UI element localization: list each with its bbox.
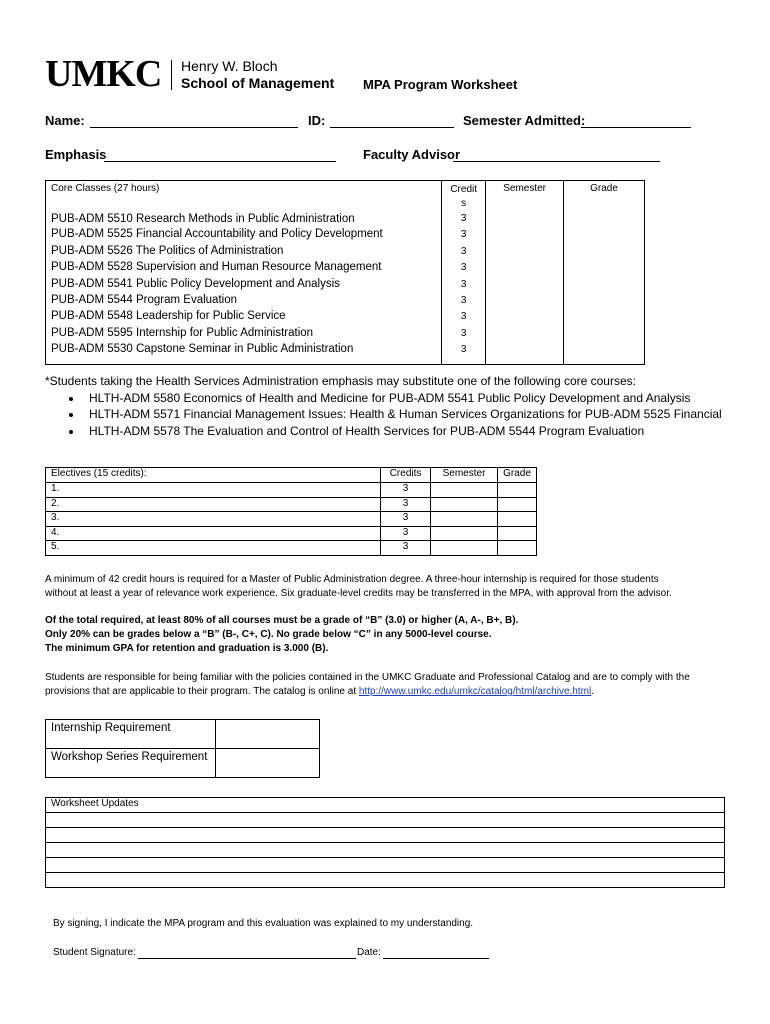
para1-line-2: without at least a year of relevance work experience. Six graduate-level credits may be transferred in the MPA, with approval from the advisor.	[45, 588, 672, 599]
core-course-row	[46, 260, 645, 276]
core-course-grade-cell[interactable]	[564, 244, 645, 260]
elective-semester-cell[interactable]	[431, 483, 498, 498]
logo-line-1: Henry W. Bloch	[181, 58, 278, 74]
catalog-link[interactable]: http://www.umkc.edu/umkc/catalog/html/archive.html	[358, 686, 592, 697]
worksheet-updates-header: Worksheet Updates	[46, 798, 725, 813]
workshop-requirement-cell[interactable]	[215, 749, 320, 778]
core-course-name: PUB-ADM 5526 The Politics of Administration	[46, 244, 442, 260]
para1-line-1: A minimum of 42 credit hours is required for a Master of Public Administration degree. A three-hour internship is required for those students	[45, 574, 659, 585]
elective-grade-cell[interactable]	[497, 541, 536, 556]
core-grade-header: Grade	[564, 181, 645, 212]
core-course-row	[46, 277, 645, 293]
signing-statement: By signing, I indicate the MPA program and this evaluation was explained to my understanding.	[53, 918, 474, 929]
core-course-credits: 3	[442, 293, 486, 309]
elective-credits: 3	[381, 497, 431, 512]
elective-row	[46, 526, 537, 541]
core-course-semester-cell[interactable]	[486, 293, 564, 309]
core-course-grade-cell[interactable]	[564, 277, 645, 293]
core-course-credits: 3	[442, 211, 486, 227]
update-row[interactable]	[46, 858, 725, 873]
core-course-name: PUB-ADM 5595 Internship for Public Administration	[46, 326, 442, 342]
elective-number: 3.	[46, 512, 381, 527]
core-course-grade-cell[interactable]	[564, 326, 645, 342]
grade-rule-1: Of the total required, at least 80% of all courses must be a grade of “B” (3.0) or higher (A, A-, B+, B).	[45, 615, 519, 626]
core-course-name: PUB-ADM 5548 Leadership for Public Service	[46, 309, 442, 325]
core-course-row	[46, 227, 645, 243]
elective-grade-cell[interactable]	[497, 483, 536, 498]
core-credits-header: Credit s	[442, 181, 486, 212]
core-course-grade-cell[interactable]	[564, 211, 645, 227]
core-course-grade-cell[interactable]	[564, 293, 645, 309]
elective-semester-cell[interactable]	[431, 497, 498, 512]
catalog-paragraph	[45, 671, 735, 699]
core-course-grade-cell[interactable]	[564, 342, 645, 358]
core-course-name: PUB-ADM 5528 Supervision and Human Resource Management	[46, 260, 442, 276]
date-field[interactable]	[383, 957, 489, 959]
elective-number: 5.	[46, 541, 381, 556]
core-course-semester-cell[interactable]	[486, 244, 564, 260]
name-field[interactable]	[90, 126, 298, 128]
hsa-substitution-item: • HLTH-ADM 5571 Financial Management Issues: Health & Human Services Organizations for PUB-ADM 5525 Financial	[83, 406, 722, 423]
elective-row	[46, 512, 537, 527]
semester-admitted-field[interactable]	[581, 126, 691, 128]
id-field[interactable]	[330, 126, 454, 128]
faculty-advisor-field[interactable]	[453, 160, 660, 162]
update-row[interactable]	[46, 873, 725, 888]
core-course-credits: 3	[442, 326, 486, 342]
student-signature-label: Student Signature:	[53, 947, 136, 958]
core-course-credits: 3	[442, 260, 486, 276]
elective-number: 4.	[46, 526, 381, 541]
elective-credits: 3	[381, 526, 431, 541]
core-course-name: PUB-ADM 5530 Capstone Seminar in Public Administration	[46, 342, 442, 358]
electives-header: Electives (15 credits):	[46, 468, 381, 483]
electives-table	[45, 467, 537, 556]
core-course-semester-cell[interactable]	[486, 260, 564, 276]
internship-requirement-label: Internship Requirement	[46, 720, 216, 749]
hsa-substitution-item: • HLTH-ADM 5580 Economics of Health and Medicine for PUB-ADM 5541 Public Policy Development and Analysis	[83, 390, 722, 407]
core-header: Core Classes (27 hours)	[46, 181, 442, 212]
requirements-table	[45, 719, 320, 778]
date-label: Date:	[357, 947, 381, 958]
update-row[interactable]	[46, 813, 725, 828]
hsa-list	[45, 390, 722, 440]
core-course-row	[46, 244, 645, 260]
electives-grade-header: Grade	[497, 468, 536, 483]
core-course-row	[46, 293, 645, 309]
faculty-advisor-label: Faculty Advisor	[363, 147, 461, 162]
core-course-grade-cell[interactable]	[564, 309, 645, 325]
core-course-credits: 3	[442, 227, 486, 243]
grade-rule-3: The minimum GPA for retention and graduation is 3.000 (B).	[45, 643, 329, 654]
core-course-grade-cell[interactable]	[564, 227, 645, 243]
logo-line-2: School of Management	[181, 75, 335, 91]
core-course-name: PUB-ADM 5510 Research Methods in Public Administration	[46, 211, 442, 227]
umkc-logo-mark: UMKC	[45, 53, 162, 95]
name-label: Name:	[45, 113, 85, 128]
hsa-substitution-item: • HLTH-ADM 5578 The Evaluation and Control of Health Services for PUB-ADM 5544 Program Evaluation	[83, 423, 722, 440]
core-course-row	[46, 211, 645, 227]
core-classes-table	[45, 180, 645, 365]
elective-number: 1.	[46, 483, 381, 498]
elective-grade-cell[interactable]	[497, 497, 536, 512]
core-course-credits: 3	[442, 309, 486, 325]
core-course-name: PUB-ADM 5544 Program Evaluation	[46, 293, 442, 309]
logo-divider	[171, 60, 172, 90]
core-course-grade-cell[interactable]	[564, 260, 645, 276]
core-course-row	[46, 326, 645, 342]
core-course-semester-cell[interactable]	[486, 227, 564, 243]
elective-grade-cell[interactable]	[497, 512, 536, 527]
hsa-intro: *Students taking the Health Services Administration emphasis may substitute one of the following core courses:	[45, 374, 636, 388]
semester-admitted-label: Semester Admitted:	[463, 113, 586, 128]
para2-line-2: provisions that are applicable to their program. The catalog is online at http://www.umkc.edu/umkc/catalog/html/archive.html.	[45, 686, 594, 697]
elective-grade-cell[interactable]	[497, 526, 536, 541]
update-row[interactable]	[46, 828, 725, 843]
internship-requirement-cell[interactable]	[215, 720, 320, 749]
core-course-credits: 3	[442, 277, 486, 293]
id-label: ID:	[308, 113, 326, 128]
grade-rule-2: Only 20% can be grades below a “B” (B-, C+, C). No grade below “C” in any 5000-level course.	[45, 629, 492, 640]
core-course-semester-cell[interactable]	[486, 342, 564, 358]
core-course-name: PUB-ADM 5525 Financial Accountability and Policy Development	[46, 227, 442, 243]
core-course-semester-cell[interactable]	[486, 309, 564, 325]
elective-credits: 3	[381, 483, 431, 498]
worksheet-updates-table	[45, 797, 725, 888]
core-course-row	[46, 309, 645, 325]
core-course-credits: 3	[442, 244, 486, 260]
update-row[interactable]	[46, 843, 725, 858]
workshop-requirement-label: Workshop Series Requirement	[46, 749, 216, 778]
page-title: MPA Program Worksheet	[363, 77, 518, 92]
elective-credits: 3	[381, 541, 431, 556]
elective-row	[46, 483, 537, 498]
core-course-row	[46, 342, 645, 358]
elective-row	[46, 541, 537, 556]
core-course-semester-cell[interactable]	[486, 211, 564, 227]
electives-semester-header: Semester	[431, 468, 498, 483]
elective-row	[46, 497, 537, 512]
electives-credits-header: Credits	[381, 468, 431, 483]
elective-semester-cell[interactable]	[431, 541, 498, 556]
hsa-substitution-note	[45, 373, 722, 439]
emphasis-field[interactable]	[104, 160, 336, 162]
core-course-credits: 3	[442, 342, 486, 358]
student-signature-field[interactable]	[138, 957, 356, 959]
emphasis-label: Emphasis	[45, 147, 107, 162]
core-semester-header: Semester	[486, 181, 564, 212]
elective-semester-cell[interactable]	[431, 512, 498, 527]
elective-semester-cell[interactable]	[431, 526, 498, 541]
elective-credits: 3	[381, 512, 431, 527]
credit-requirements-paragraph	[45, 573, 735, 601]
grade-requirements-paragraph	[45, 614, 735, 656]
elective-number: 2.	[46, 497, 381, 512]
core-course-name: PUB-ADM 5541 Public Policy Development and Analysis	[46, 277, 442, 293]
core-course-semester-cell[interactable]	[486, 326, 564, 342]
para2-line-1: Students are responsible for being familiar with the policies contained in the UMKC Graduate and Professional Catalog and are to comply with the	[45, 672, 690, 683]
core-course-semester-cell[interactable]	[486, 277, 564, 293]
